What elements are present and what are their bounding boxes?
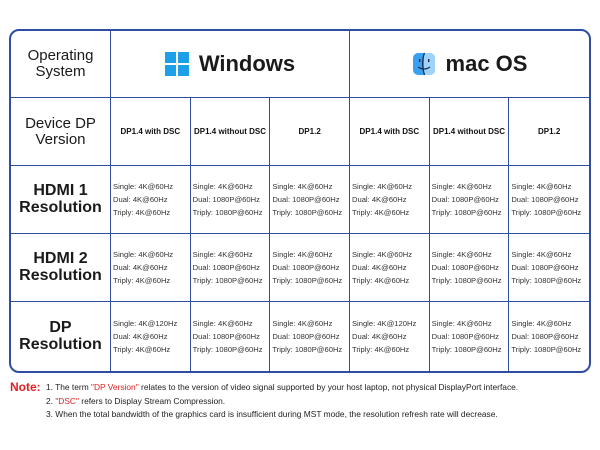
resolution-triply: Triply: 1080P@60Hz [431, 276, 502, 285]
resolution-triply: Triply: 1080P@60Hz [192, 276, 263, 285]
resolution-dual: Dual: 1080P@60Hz [272, 195, 340, 204]
resolution-single: Single: 4K@60Hz [431, 182, 492, 191]
dp-version-cell: DP1.2 [509, 98, 589, 166]
resolution-single: Single: 4K@60Hz [272, 250, 333, 259]
compatibility-table-frame [9, 29, 591, 373]
hdmi1-resolution-cell [430, 166, 510, 234]
hdmi1-resolution-cell [350, 166, 430, 234]
resolution-triply: Triply: 1080P@60Hz [511, 345, 582, 354]
hdmi2-resolution-cell [430, 234, 510, 302]
resolution-single: Single: 4K@120Hz [113, 319, 178, 328]
resolution-single: Single: 4K@60Hz [431, 319, 492, 328]
dp-version-cell: DP1.4 without DSC [191, 98, 271, 166]
resolution-single: Single: 4K@60Hz [511, 182, 572, 191]
resolution-dual: Dual: 1080P@60Hz [431, 332, 499, 341]
resolution-dual: Dual: 4K@60Hz [113, 263, 168, 272]
os-windows-label: Windows [198, 51, 296, 76]
row-header-device-dp-line2: Version [35, 130, 86, 148]
note-2-highlight: "DSC" [55, 395, 79, 406]
resolution-single: Single: 4K@60Hz [511, 250, 572, 259]
resolution-single: Single: 4K@120Hz [351, 319, 417, 328]
note-2 [10, 395, 595, 409]
dp-resolution-cell [111, 302, 191, 371]
resolution-single: Single: 4K@60Hz [351, 182, 413, 191]
resolution-dual: Dual: 4K@60Hz [351, 332, 407, 341]
row-header-hdmi1-line2: Resolution [19, 198, 102, 216]
resolution-triply: Triply: 4K@60Hz [351, 208, 410, 217]
row-header-os-line1: Operating [27, 47, 94, 65]
row-header-dp-line2: Resolution [19, 335, 102, 353]
resolution-triply: Triply: 1080P@60Hz [272, 345, 343, 354]
hdmi2-resolution-cell [191, 234, 271, 302]
resolution-triply: Triply: 1080P@60Hz [272, 208, 343, 217]
resolution-triply: Triply: 1080P@60Hz [511, 276, 582, 285]
resolution-dual: Dual: 1080P@60Hz [431, 263, 499, 272]
hdmi1-resolution-cell [509, 166, 589, 234]
resolution-dual: Dual: 1080P@60Hz [192, 332, 260, 341]
dp-version-cell: DP1.2 [270, 98, 350, 166]
note-1-highlight: "DP Version" [91, 382, 139, 392]
note-3 [10, 408, 595, 422]
notes-section [10, 381, 595, 422]
hdmi2-resolution-cell [350, 234, 430, 302]
row-header-device-dp-line1: Device DP [25, 114, 96, 132]
resolution-triply: Triply: 1080P@60Hz [192, 208, 263, 217]
macos-finder-icon [412, 52, 436, 76]
resolution-dual: Dual: 1080P@60Hz [511, 195, 579, 204]
resolution-dual: Dual: 1080P@60Hz [192, 263, 260, 272]
hdmi2-resolution-cell [270, 234, 350, 302]
dp-resolution-cell [509, 302, 589, 371]
note-1-post: relates to the version of video signal supported by your host laptop, not physical DisplayPort interface. [138, 382, 519, 392]
hdmi2-resolution-cell [509, 234, 589, 302]
resolution-single: Single: 4K@60Hz [113, 182, 174, 191]
resolution-dual: Dual: 4K@60Hz [351, 195, 407, 204]
resolution-dual: Dual: 4K@60Hz [351, 263, 407, 272]
resolution-triply: Triply: 4K@60Hz [113, 208, 171, 217]
resolution-single: Single: 4K@60Hz [192, 319, 253, 328]
dp-version-cell: DP1.4 with DSC [111, 98, 191, 166]
os-macos-label: mac OS [445, 51, 528, 76]
note-1 [10, 381, 595, 395]
resolution-dual: Dual: 1080P@60Hz [511, 263, 579, 272]
row-header-hdmi2-line1: HDMI 2 [33, 249, 88, 267]
row-header-hdmi1 [11, 166, 111, 234]
row-header-device-dp [11, 98, 111, 166]
note-2-pre: 2. [46, 395, 56, 406]
resolution-triply: Triply: 4K@60Hz [113, 276, 171, 285]
dp-resolution-cell [350, 302, 430, 371]
resolution-dual: Dual: 1080P@60Hz [511, 332, 579, 341]
resolution-dual: Dual: 1080P@60Hz [431, 195, 499, 204]
resolution-dual: Dual: 1080P@60Hz [272, 263, 340, 272]
dp-resolution-cell [270, 302, 350, 371]
resolution-triply: Triply: 4K@60Hz [351, 276, 410, 285]
note-2-post: refers to Display Stream Compression. [78, 395, 226, 406]
resolution-single: Single: 4K@60Hz [272, 319, 333, 328]
row-header-os [11, 31, 111, 98]
dp-version-cell: DP1.4 without DSC [430, 98, 510, 166]
resolution-dual: Dual: 4K@60Hz [113, 195, 168, 204]
dp-resolution-cell [430, 302, 510, 371]
dp-resolution-cell [191, 302, 271, 371]
resolution-triply: Triply: 1080P@60Hz [431, 345, 502, 354]
hdmi1-resolution-cell [191, 166, 271, 234]
note-1-text [46, 381, 518, 395]
resolution-single: Single: 4K@60Hz [272, 182, 333, 191]
row-header-dp [11, 302, 111, 371]
resolution-dual: Dual: 1080P@60Hz [272, 332, 340, 341]
row-header-os-line2: System [35, 63, 86, 80]
os-header-windows [111, 31, 350, 98]
resolution-dual: Dual: 4K@60Hz [113, 332, 168, 341]
row-header-hdmi2-line2: Resolution [19, 266, 102, 284]
resolution-triply: Triply: 4K@60Hz [113, 345, 171, 354]
note-label: Note: [10, 380, 41, 394]
windows-logo-icon [165, 52, 189, 76]
hdmi1-resolution-cell [270, 166, 350, 234]
resolution-single: Single: 4K@60Hz [351, 250, 413, 259]
resolution-single: Single: 4K@60Hz [431, 250, 492, 259]
hdmi1-resolution-cell [111, 166, 191, 234]
note-2-text [46, 395, 225, 409]
row-header-hdmi2 [11, 234, 111, 302]
hdmi2-resolution-cell [111, 234, 191, 302]
row-header-hdmi1-line1: HDMI 1 [33, 181, 88, 199]
compatibility-table [11, 31, 589, 371]
resolution-single: Single: 4K@60Hz [113, 250, 174, 259]
row-header-dp-line1: DP [49, 318, 72, 336]
os-header-macos [350, 31, 589, 98]
resolution-single: Single: 4K@60Hz [192, 182, 253, 191]
resolution-dual: Dual: 1080P@60Hz [192, 195, 260, 204]
resolution-triply: Triply: 1080P@60Hz [511, 208, 582, 217]
dp-version-cell: DP1.4 with DSC [350, 98, 430, 166]
note-1-pre: 1. The term [46, 382, 91, 392]
resolution-single: Single: 4K@60Hz [192, 250, 253, 259]
resolution-triply: Triply: 4K@60Hz [351, 345, 410, 354]
resolution-triply: Triply: 1080P@60Hz [192, 345, 263, 354]
resolution-triply: Triply: 1080P@60Hz [431, 208, 502, 217]
resolution-triply: Triply: 1080P@60Hz [272, 276, 343, 285]
note-3-text: 3. When the total bandwidth of the graphics card is insufficient during MST mode, the resolution refresh rate will decrease. [46, 409, 498, 419]
resolution-single: Single: 4K@60Hz [511, 319, 572, 328]
